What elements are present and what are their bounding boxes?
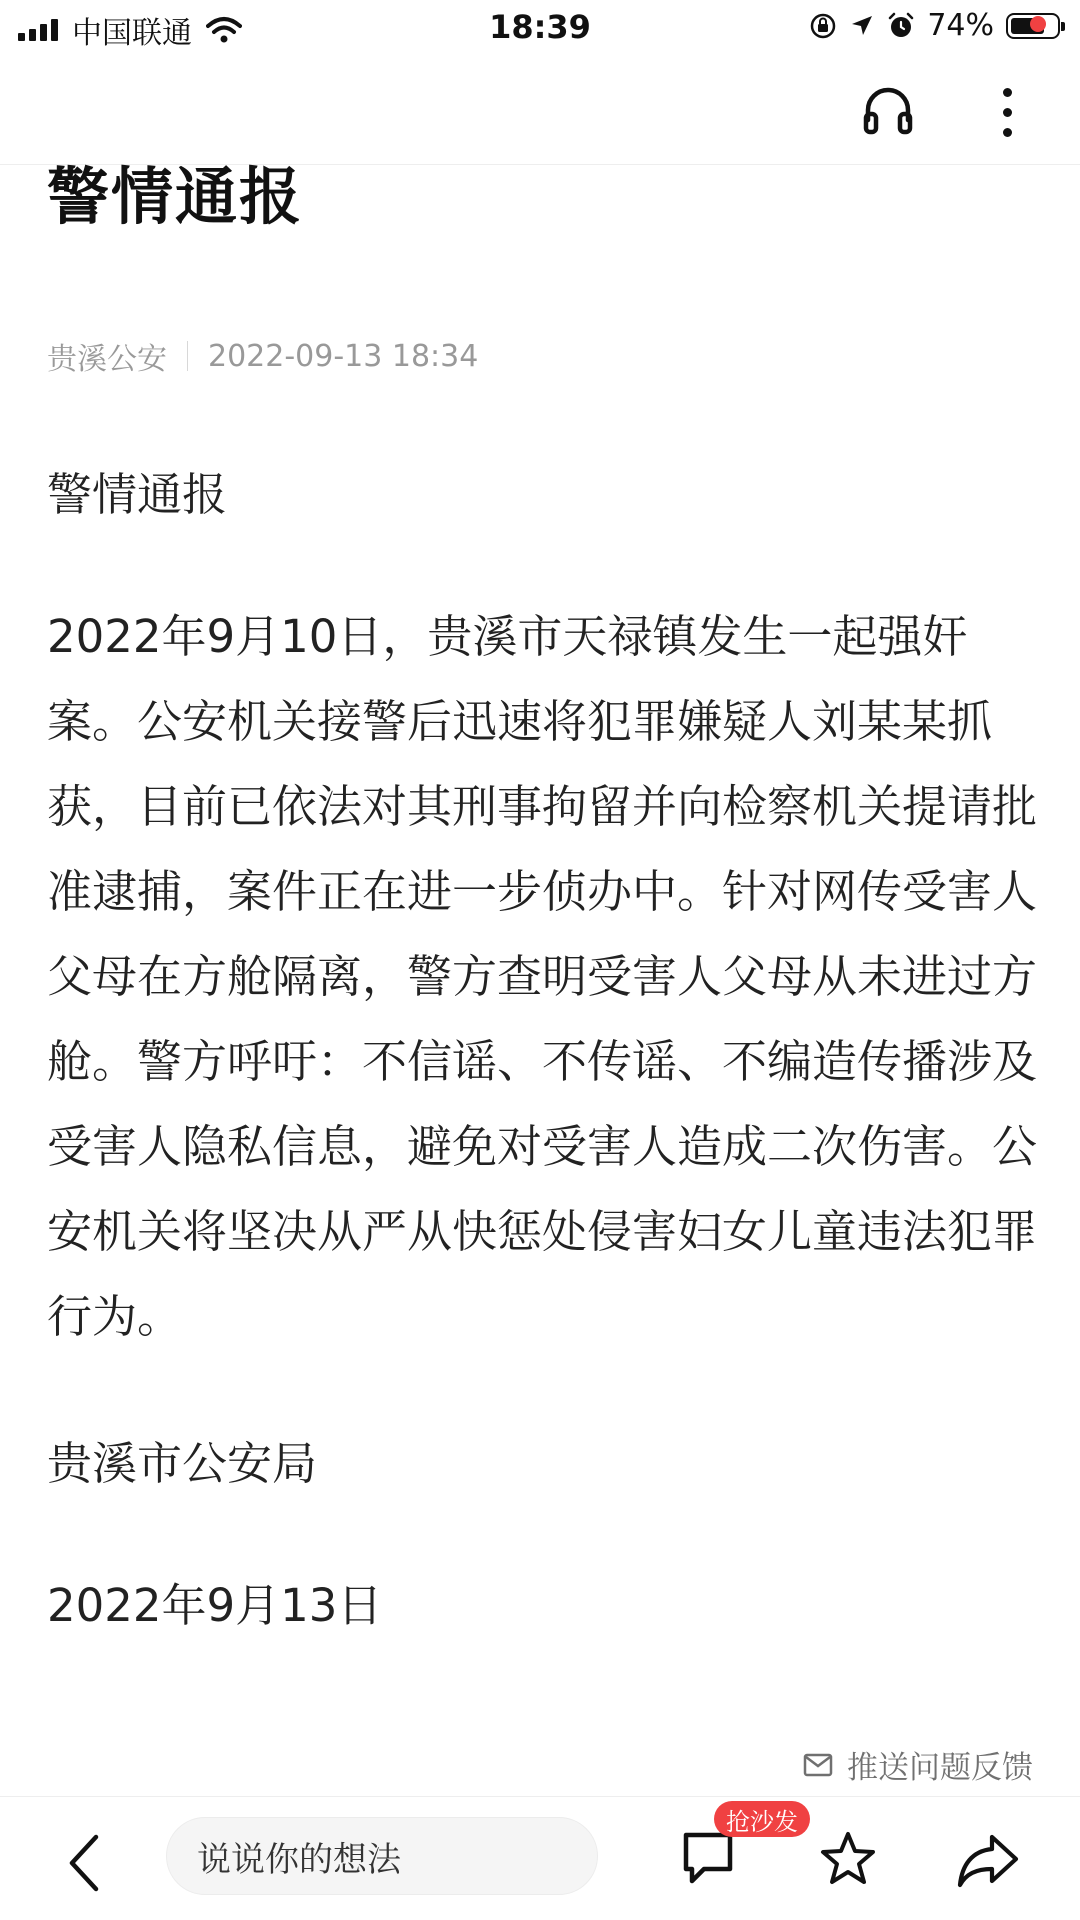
article-title: 警情通报 [47,160,304,233]
content-heading: 警情通报 [47,468,228,521]
feedback-label: 推送问题反馈 [847,1750,1033,1786]
status-time: 18:39 [489,8,591,46]
article-publish-time: 2022-09-13 18:34 [208,338,479,374]
more-dot [1003,128,1012,137]
mail-icon [803,1753,833,1777]
feedback-link[interactable] [803,1742,1033,1787]
status-bar [0,0,1080,56]
top-nav [0,56,1080,165]
battery-percent: 74% [927,8,994,43]
headphones-icon[interactable] [860,82,916,138]
comment-input[interactable] [166,1817,598,1895]
article-content [47,452,1047,1648]
back-icon[interactable] [62,1831,106,1895]
battery-cap [1061,22,1065,31]
more-icon[interactable] [990,80,1024,144]
comment-placeholder: 说说你的想法 [197,1839,401,1880]
content-body: 2022年9月10日，贵溪市天禄镇发生一起强奸案。公安机关接警后迅速将犯罪嫌疑人刘某某抓获，目前已依法对其刑事拘留并向检察机关提请批准逮捕，案件正在进一步侦办中。针对网传受害人父母在方舱隔离，警方查明受害人父母从未进过方舱。警方呼吁：不信谣、不传谣、不编造传播涉及受害人隐私信息，避免对受害人造成二次伤害。公安机关将坚决从严从快惩处侵害妇女儿童违法犯罪行为。 [47,610,1038,1343]
article-source[interactable]: 贵溪公安 [47,342,167,377]
alarm-icon [887,12,915,40]
article-meta [47,334,478,378]
location-icon [849,13,875,39]
bottom-bar [0,1796,1080,1920]
status-right [809,8,1060,43]
sofa-badge[interactable]: 抢沙发 [714,1801,810,1837]
more-dot [1003,108,1012,117]
signature-org: 贵溪市公安局 [47,1437,318,1490]
meta-divider [187,341,188,371]
share-icon[interactable] [956,1831,1020,1889]
carrier-name: 中国联通 [72,16,192,51]
more-dot [1003,88,1012,97]
orientation-lock-icon [809,12,837,40]
star-icon[interactable] [818,1829,878,1889]
notification-dot [1030,16,1046,32]
signature-date: 2022年9月13日 [47,1579,383,1632]
